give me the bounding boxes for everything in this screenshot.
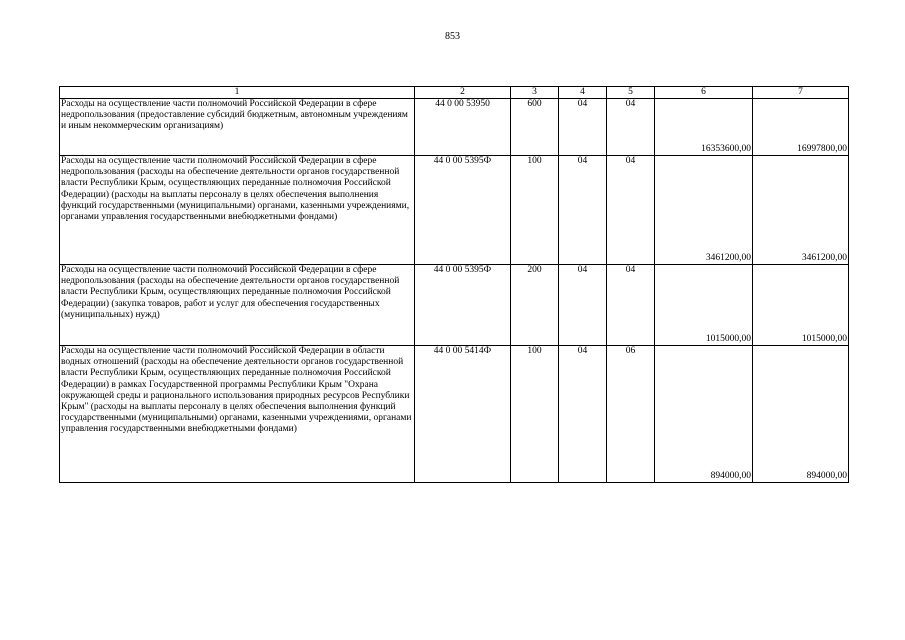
amount-col7-cell: 16997800,00 xyxy=(753,99,849,156)
amount-col6-cell: 1015000,00 xyxy=(655,265,753,346)
amount-col7-cell: 1015000,00 xyxy=(753,265,849,346)
expense-name-cell: Расходы на осуществление части полномочий Российской Федерации в сфере недропользования (предоставление субсидий бюджетным, автономным учреждениям и иным некоммерческим организациям) xyxy=(60,99,415,156)
target-article-code-cell: 44 0 00 53950 xyxy=(415,99,511,156)
header-cell: 6 xyxy=(655,87,753,99)
expense-name-cell: Расходы на осуществление части полномочий Российской Федерации в сфере недропользования (расходы на обеспечение деятельности органов государственной власти Республики Крым, осуществляющих переданные полномочия Российской Федерации) (расходы на выплаты персоналу в целях обеспечения выполнения функций государственными (муниципальными) органами, казенными учреждениями, органами управления государственными внебюджетными фондами) xyxy=(60,156,415,265)
table-row xyxy=(60,265,849,346)
amount-col6-cell: 3461200,00 xyxy=(655,156,753,265)
subsection-cell: 04 xyxy=(607,265,655,346)
subsection-cell: 04 xyxy=(607,99,655,156)
section-cell: 04 xyxy=(559,346,607,483)
budget-table xyxy=(59,86,849,483)
amount-col7-cell: 894000,00 xyxy=(753,346,849,483)
target-article-code-cell: 44 0 00 5414Ф xyxy=(415,346,511,483)
expense-type-cell: 200 xyxy=(511,265,559,346)
expense-type-cell: 100 xyxy=(511,346,559,483)
page-number: 853 xyxy=(445,31,460,42)
table-row xyxy=(60,99,849,156)
amount-col7-cell: 3461200,00 xyxy=(753,156,849,265)
subsection-cell: 04 xyxy=(607,156,655,265)
table-row xyxy=(60,156,849,265)
header-cell: 1 xyxy=(60,87,415,99)
header-cell: 4 xyxy=(559,87,607,99)
expense-type-cell: 100 xyxy=(511,156,559,265)
section-cell: 04 xyxy=(559,99,607,156)
target-article-code-cell: 44 0 00 5395Ф xyxy=(415,156,511,265)
table-row xyxy=(60,346,849,483)
expense-name-cell: Расходы на осуществление части полномочий Российской Федерации в сфере недропользования (расходы на обеспечение деятельности органов государственной власти Республики Крым, осуществляющих переданные полномочия Российской Федерации) (закупка товаров, работ и услуг для обеспечения государственных (муниципальных) нужд) xyxy=(60,265,415,346)
table-header-row xyxy=(60,87,849,99)
amount-col6-cell: 16353600,00 xyxy=(655,99,753,156)
section-cell: 04 xyxy=(559,156,607,265)
expense-type-cell: 600 xyxy=(511,99,559,156)
expense-name-cell: Расходы на осуществление части полномочий Российской Федерации в области водных отношений (расходы на обеспечение деятельности органов государственной власти Республики Крым, осуществляющих переданные полномочия Российской Федерации) в рамках Государственной программы Республики Крым "Охрана окружающей среды и рационального использования природных ресурсов Республики Крым" (расходы на выплаты персоналу в целях обеспечения выполнения функций государственными (муниципальными) органами, казенными учреждениями, органами управления государственными внебюджетными фондами) xyxy=(60,346,415,483)
header-cell: 7 xyxy=(753,87,849,99)
header-cell: 5 xyxy=(607,87,655,99)
subsection-cell: 06 xyxy=(607,346,655,483)
target-article-code-cell: 44 0 00 5395Ф xyxy=(415,265,511,346)
header-cell: 3 xyxy=(511,87,559,99)
section-cell: 04 xyxy=(559,265,607,346)
amount-col6-cell: 894000,00 xyxy=(655,346,753,483)
header-cell: 2 xyxy=(415,87,511,99)
